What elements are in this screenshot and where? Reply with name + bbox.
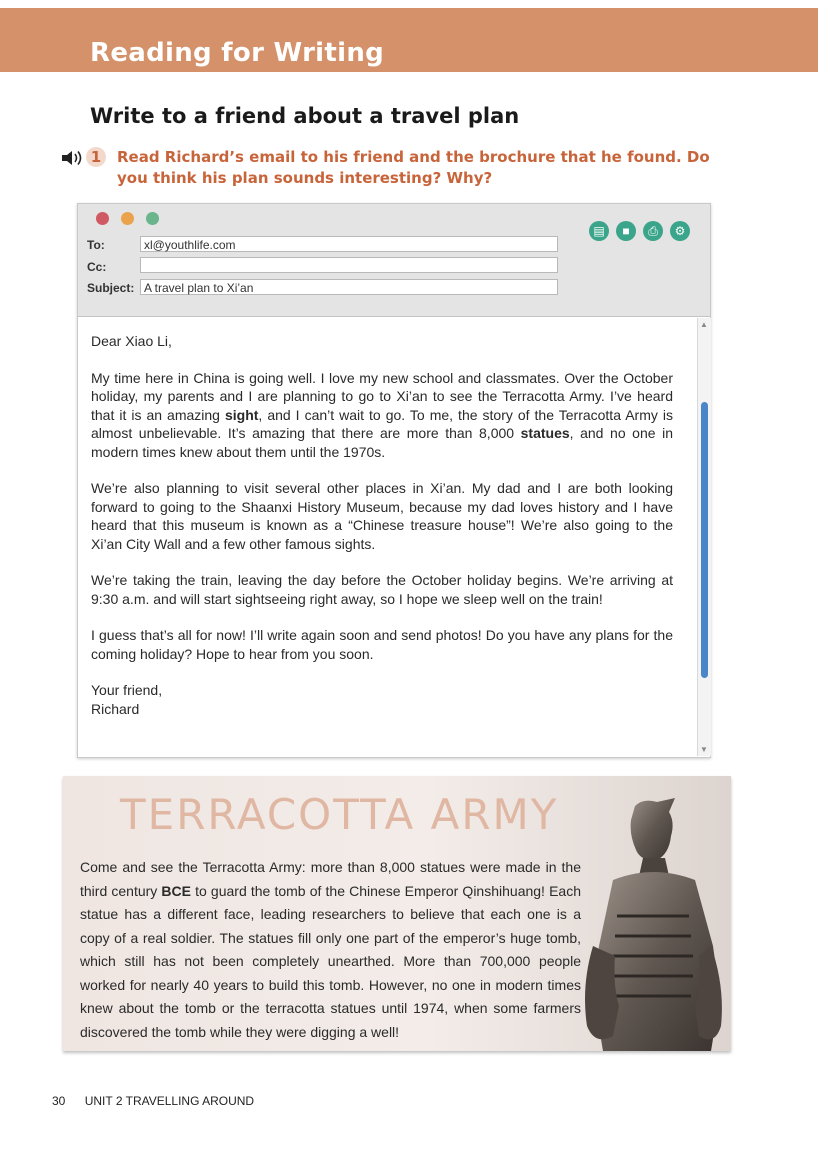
section-title: Write to a friend about a travel plan xyxy=(90,104,520,128)
to-field[interactable]: xl@youthlife.com xyxy=(140,236,558,252)
scroll-up-icon[interactable]: ▲ xyxy=(700,320,708,329)
unit-label: UNIT 2 TRAVELLING AROUND xyxy=(84,1094,255,1108)
scroll-down-icon[interactable]: ▼ xyxy=(700,745,708,754)
minimize-window-icon[interactable] xyxy=(121,212,134,225)
email-paragraph-2: We’re also planning to visit several other places in Xi’an. My dad and I are both looking forward to going to the Shaanxi History Museum, because my dad loves history and I have heard that this museum is known as a “Chinese treasure house”! We’re also going to the Xi’an City Wall and a few other famous sights. xyxy=(91,480,673,552)
email-signature: Richard xyxy=(91,700,140,717)
subject-label: Subject: xyxy=(87,281,135,295)
question-number: 1 xyxy=(86,147,106,167)
brochure xyxy=(63,776,731,1051)
email-window xyxy=(77,203,711,758)
question-text: Read Richard’s email to his friend and the brochure that he found. Do you think his plan sounds interesting? Why? xyxy=(117,148,710,187)
email-greeting: Dear Xiao Li, xyxy=(91,333,172,349)
terracotta-warrior-image xyxy=(573,796,731,1051)
folder-icon[interactable]: ■ xyxy=(616,221,636,241)
document-icon[interactable]: ▤ xyxy=(589,221,609,241)
speaker-icon[interactable] xyxy=(60,148,84,168)
email-closing: Your friend, xyxy=(91,682,163,698)
to-label: To: xyxy=(87,238,105,252)
page-number: 30 xyxy=(52,1094,66,1108)
email-header xyxy=(78,204,710,317)
scrollbar-thumb[interactable] xyxy=(701,402,708,678)
page-footer xyxy=(52,1094,254,1108)
settings-icon[interactable]: ⚙ xyxy=(670,221,690,241)
maximize-window-icon[interactable] xyxy=(146,212,159,225)
email-scrollbar[interactable] xyxy=(697,318,711,756)
cc-label: Cc: xyxy=(87,260,107,274)
banner-title: Reading for Writing xyxy=(90,38,385,68)
email-paragraph-4: I guess that’s all for now! I’ll write again soon and send photos! Do you have any plans for the coming holiday? Hope to hear from you soon. xyxy=(91,627,673,662)
close-window-icon[interactable] xyxy=(96,212,109,225)
header-banner xyxy=(0,8,818,72)
subject-field[interactable]: A travel plan to Xi’an xyxy=(140,279,558,295)
brochure-title: TERRACOTTA ARMY xyxy=(120,790,559,839)
cc-field[interactable] xyxy=(140,257,558,273)
email-paragraph-1: My time here in China is going well. I love my new school and classmates. Over the October holiday, my parents and I are planning to go to Xi’an to see the Terracotta Army. I’ve heard that it is an amazing sight, and I can’t wait to go. To me, the story of the Terracotta Army is almost unbelievable. It’s amazing that there are more than 8,000 statues, and no one in modern times knew about them until the 1970s. xyxy=(91,369,673,460)
brochure-text: Come and see the Terracotta Army: more than 8,000 statues were made in the third century BCE to guard the tomb of the Chinese Emperor Qinshihuang! Each statue has a different face, leading researchers to believe that each one is a copy of a real soldier. The statues fill only one part of the emperor’s huge tomb, which still has not been completely unearthed. More than 700,000 people worked for nearly 40 years to build this tomb. However, no one in modern times knew about the tomb or the terracotta statues until 1974, when some farmers discovered the tomb while they were digging a well! xyxy=(80,859,581,1040)
email-paragraph-3: We’re taking the train, leaving the day before the October holiday begins. We’re arriving at 9:30 a.m. and will start sightseeing right away, so I hope we sleep well on the train! xyxy=(91,572,673,607)
email-body xyxy=(91,332,673,718)
print-icon[interactable]: ⎙ xyxy=(643,221,663,241)
